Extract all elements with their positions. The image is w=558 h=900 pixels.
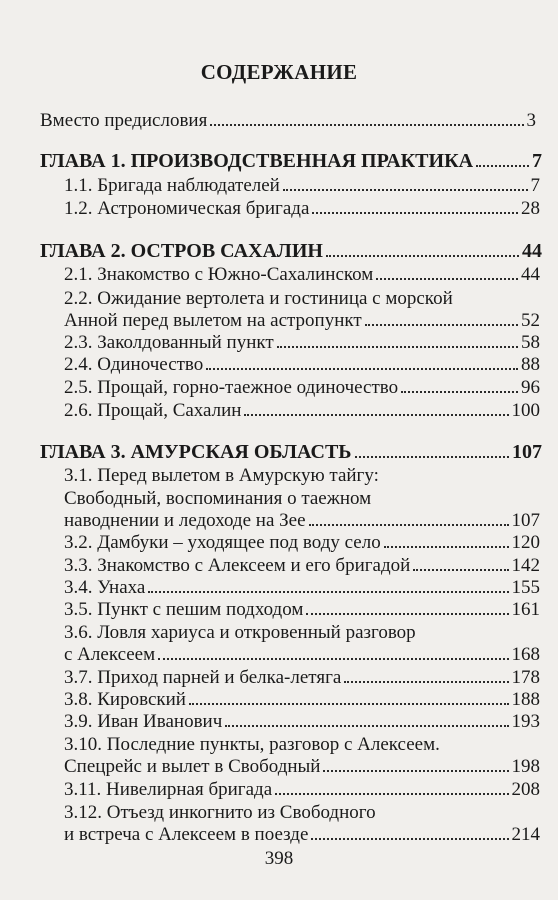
entry-page: 188 [511,689,540,710]
entry-page: 44 [521,264,540,285]
entry-page: 52 [521,310,540,331]
chapter-page: 44 [522,240,542,262]
entry-label: 2.3. Заколдованный пункт [64,332,274,353]
entry-label: 3.2. Дамбуки – уходящее под воду село [64,532,381,553]
entry-page: 58 [521,332,540,353]
dot-leader [277,332,518,348]
toc-entry-3-6-line1: 3.6. Ловля хариуса и откровенный разговор [64,622,416,643]
toc-entry-3-12 [64,824,540,846]
entry-label: 2.4. Одиночество [64,354,204,375]
dot-leader [323,756,508,772]
entry-page: 208 [511,779,540,800]
toc-entry-2-2-line1: 2.2. Ожидание вертолета и гостиница с морской [64,288,453,309]
dot-leader [225,711,508,727]
toc-entry-2-1 [64,264,540,286]
toc-entry-3-10-line1: 3.10. Последние пункты, разговор с Алексеем. [64,734,440,755]
toc-entry-3-7 [64,667,540,689]
toc-entry-2-4 [64,354,540,376]
chapter-2-heading [40,240,542,262]
page-number: 398 [264,848,294,869]
toc-entry-1-2 [64,198,540,220]
dot-leader [401,377,518,393]
dot-leader [311,824,508,840]
toc-title: СОДЕРЖАНИЕ [200,60,358,84]
toc-entry-3-1-line1: 3.1. Перед вылетом в Амурскую тайгу: [64,465,379,486]
entry-label: 3.11. Нивелирная бригада [64,779,273,800]
dot-leader [158,644,508,660]
dot-leader [189,689,509,705]
entry-page: 28 [521,198,540,219]
entry-label: 1.2. Астрономическая бригада [64,198,310,219]
toc-entry-2-3 [64,332,540,354]
toc-entry-3-12-line1: 3.12. Отъезд инкогнито из Свободного [64,802,376,823]
dot-leader [306,599,508,615]
dot-leader [210,110,523,126]
dot-leader [283,175,528,191]
entry-label: 1.1. Бригада наблюдателей [64,175,280,196]
dot-leader [365,310,518,326]
chapter-label: ГЛАВА 3. АМУРСКАЯ ОБЛАСТЬ [40,441,352,463]
entry-page: 193 [511,711,540,732]
toc-entry-3-6 [64,644,540,666]
entry-page: 3 [526,110,536,131]
entry-page: 168 [511,644,540,665]
dot-leader [309,510,509,526]
dot-leader [206,354,518,370]
entry-label: 2.6. Прощай, Сахалин [64,400,242,421]
entry-label: 2.1. Знакомство с Южно-Сахалинском [64,264,374,285]
entry-page: 214 [511,824,540,845]
toc-entry-3-1-line2: Свободный, воспоминания о таежном [64,488,372,509]
entry-label: с Алексеем [64,644,156,665]
entry-page: 88 [521,354,540,375]
entry-page: 198 [511,756,540,777]
toc-entry-3-3 [64,555,540,577]
dot-leader [355,442,509,458]
dot-leader [148,577,508,593]
toc-entry-2-5 [64,377,540,399]
entry-label: 3.3. Знакомство с Алексеем и его бригадой [64,555,411,576]
chapter-1-heading [40,150,542,172]
entry-label: наводнении и ледоходе на Зее [64,510,306,531]
toc-entry-1-1 [64,175,540,197]
dot-leader [476,151,529,167]
entry-label: 3.8. Кировский [64,689,186,710]
toc-entry-3-11 [64,779,540,801]
chapter-page: 107 [512,441,542,463]
entry-page: 178 [511,667,540,688]
chapter-page: 7 [532,150,542,172]
entry-label: Анной перед вылетом на астропункт [64,310,362,331]
dot-leader [344,667,508,683]
dot-leader [312,198,518,214]
toc-entry-3-5 [64,599,540,621]
entry-label: 3.7. Приход парней и белка-летяга [64,667,342,688]
toc-entry-3-4 [64,577,540,599]
toc-entry-3-9 [64,711,540,733]
entry-page: 96 [521,377,540,398]
entry-label: 3.5. Пункт с пешим подходом [64,599,304,620]
entry-label: и встреча с Алексеем в поезде [64,824,309,845]
chapter-3-heading [40,441,542,463]
entry-page: 7 [530,175,540,196]
entry-page: 120 [511,532,540,553]
entry-label: 3.4. Унаха [64,577,146,598]
dot-leader [275,779,508,795]
toc-entry-preface [40,110,536,132]
entry-page: 161 [511,599,540,620]
dot-leader [326,241,519,257]
entry-page: 155 [511,577,540,598]
dot-leader [413,555,508,571]
toc-entry-3-1 [64,510,540,532]
toc-entry-3-8 [64,689,540,711]
entry-page: 142 [511,555,540,576]
entry-label: Спецрейс и вылет в Свободный [64,756,321,777]
dot-leader [376,264,518,280]
toc-entry-2-6 [64,400,540,422]
dot-leader [244,400,508,416]
dot-leader [384,532,509,548]
entry-label: 2.5. Прощай, горно-таежное одиночество [64,377,399,398]
chapter-label: ГЛАВА 2. ОСТРОВ САХАЛИН [40,240,323,262]
entry-page: 107 [511,510,540,531]
entry-label: Вместо предисловия [40,110,208,131]
entry-label: 3.9. Иван Иванович [64,711,223,732]
entry-page: 100 [511,400,540,421]
toc-entry-3-2 [64,532,540,554]
toc-entry-3-10 [64,756,540,778]
chapter-label: ГЛАВА 1. ПРОИЗВОДСТВЕННАЯ ПРАКТИКА [40,150,474,172]
toc-entry-2-2 [64,310,540,332]
